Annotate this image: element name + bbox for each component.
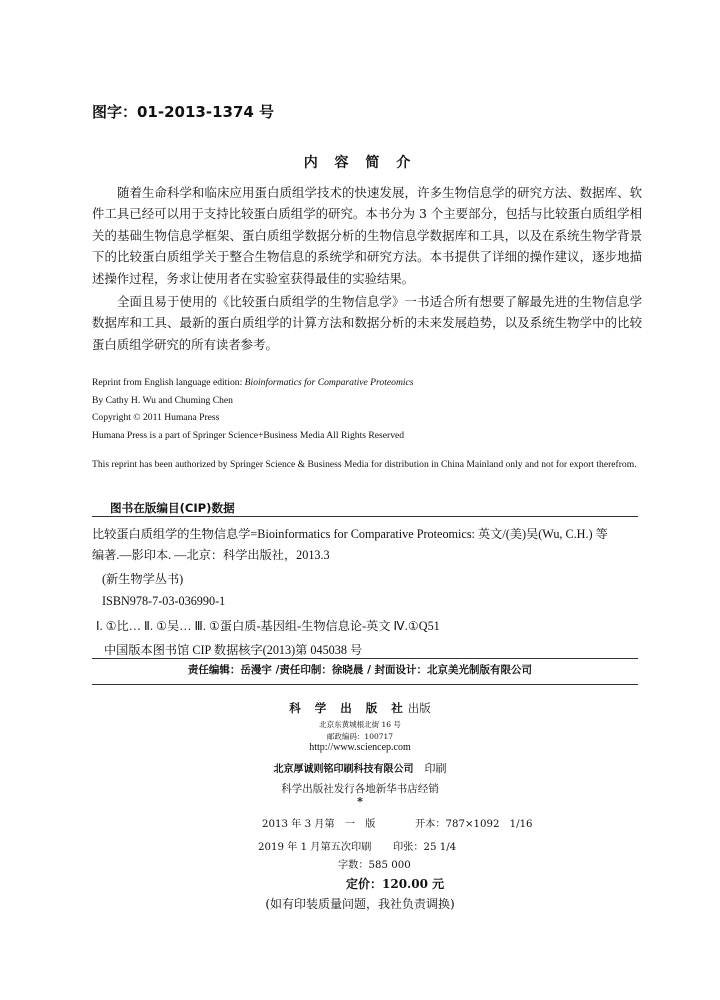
summary-heading: 内 容 简 介 bbox=[303, 155, 417, 171]
price: 定价：120.00 元 bbox=[346, 877, 445, 891]
printer-suffix: 印刷 bbox=[424, 762, 447, 775]
cip-title-line-1: 比较蛋白质组学的生物信息学=Bioinformatics for Comparative Proteomics: 英文/(美)吴(Wu, C.H.) 等 bbox=[92, 527, 608, 541]
reprint-rights: Humana Press is a part of Springer Science+Business Media All Rights Reserved bbox=[92, 429, 405, 441]
summary-paragraph-1: 随着生命科学和临床应用蛋白质组学技术的快速发展，许多生物信息学的研究方法、数据库、软件工具已经可以用于支持比较蛋白质组学的研究。本书分为 3 个主要部分，包括与比较蛋白质组学相关的基础生物信息学框架、蛋白质组学数据分析的生物信息学数据库和工具，以及在系统生物学背景下的比较蛋白质组学关于整合生物信息的系统学和研究方法。本书提供了详细的操作建议，逐步地描述操作过程，务求让使用者在实验室获得最佳的实验结果。 bbox=[92, 185, 642, 286]
separator-star: * bbox=[357, 795, 363, 808]
permit-number: 图字：01-2013-1374 号 bbox=[92, 103, 275, 121]
publisher-line bbox=[0, 700, 720, 716]
edition: 2013 年 3 月第 一 版 bbox=[262, 819, 376, 830]
reprint-source-title: Bioinformatics for Comparative Proteomics bbox=[244, 377, 414, 388]
cip-series: (新生物学丛书) bbox=[102, 572, 184, 586]
cip-isbn: ISBN978-7-03-036990-1 bbox=[102, 594, 226, 608]
cip-title-line-2: 编著.—影印本. —北京：科学出版社，2013.3 bbox=[92, 548, 330, 562]
cip-heading: 图书在版编目(CIP)数据 bbox=[110, 501, 235, 515]
distributor: 科学出版社发行各地新华书店经销 bbox=[281, 783, 439, 795]
publisher-suffix: 出版 bbox=[407, 701, 431, 715]
reprint-source bbox=[92, 374, 414, 392]
cip-number: 中国版本图书馆 CIP 数据核字(2013)第 045038 号 bbox=[104, 643, 363, 657]
staff-divider-bottom bbox=[92, 684, 638, 685]
summary-paragraph-2: 全面且易于使用的《比较蛋白质组学的生物信息学》一书适合所有想要了解最先进的生物信息学数据库和工具、最新的蛋白质组学的计算方法和数据分析的未来发展趋势，以及系统生物学中的比较蛋白质组学研究的所有读者参考。 bbox=[92, 294, 642, 352]
publisher-postcode: 邮政编码：100717 bbox=[326, 732, 394, 741]
reprint-source-prefix: Reprint from English language edition: bbox=[92, 377, 245, 388]
reprint-authorization: This reprint has been authorized by Springer Science & Business Media for distribution in China Mainland only and not for export therefrom. bbox=[92, 459, 637, 470]
publisher-address: 北京东黄城根北街 16 号 bbox=[319, 720, 401, 729]
page-format: 开本：787×1092 1/16 bbox=[415, 819, 533, 830]
publisher-name: 科 学 出 版 社 bbox=[289, 701, 408, 715]
printer-name: 北京厚诚则铭印刷科技有限公司 bbox=[273, 764, 414, 775]
word-count: 字数：585 000 bbox=[338, 860, 411, 871]
reprint-notice bbox=[92, 374, 414, 444]
publisher-website: http://www.sciencep.com bbox=[309, 742, 411, 753]
staff-divider-top bbox=[92, 658, 638, 659]
cip-classification: Ⅰ. ①比… Ⅱ. ①吴… Ⅲ. ①蛋白质-基因组-生物信息论-英文 Ⅳ.①Q51 bbox=[96, 619, 440, 633]
printer-line bbox=[0, 760, 720, 776]
staff-credits: 责任编辑：岳漫宇 /责任印制：徐晓晨 / 封面设计：北京美光制版有限公司 bbox=[187, 664, 533, 676]
reprint-copyright: Copyright © 2011 Humana Press bbox=[92, 412, 220, 424]
printing: 2019 年 1 月第五次印刷 bbox=[258, 842, 372, 853]
cip-divider bbox=[92, 516, 638, 517]
quality-notice: (如有印装质量问题，我社负责调换) bbox=[265, 897, 455, 911]
reprint-authors: By Cathy H. Wu and Chuming Chen bbox=[92, 394, 233, 406]
printed-sheets: 印张：25 1/4 bbox=[393, 842, 457, 853]
